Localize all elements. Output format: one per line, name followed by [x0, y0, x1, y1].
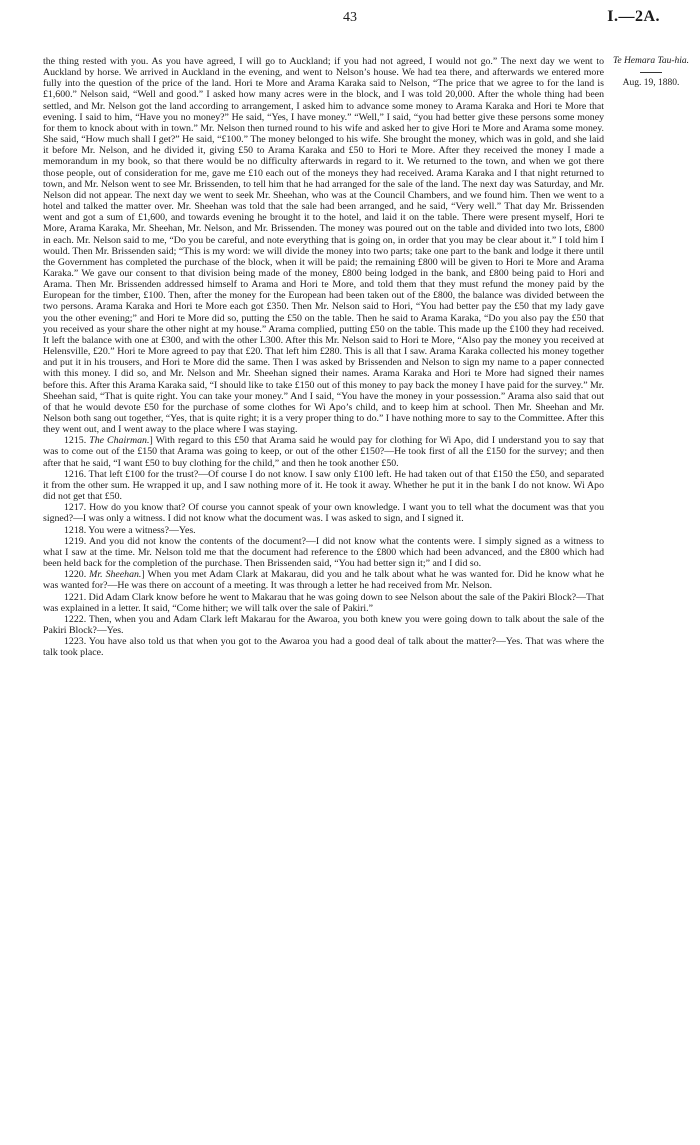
- question-paragraph: [43, 636, 604, 658]
- paragraph-text: And you did not know the contents of the document?—I did not know what the contents were. I simply signed as a witness to what I saw at the time. Mr. Nelson told me that the document had reference to the £800 which had been advanced, and the £800 which had been held back for the completion of the purchase. Then Brissenden said, “You had better sign it;” and I did so.: [43, 535, 604, 570]
- paragraph-text: ] When you met Adam Clark at Makarau, did you and he talk about what he was wanted for. Did he know what he was wanted for?—He was there on account of a meeting. It was through a letter he had received from Mr. Nelson.: [43, 569, 604, 592]
- paragraph-text: You have also told us that when you got to the Awaroa you had a good deal of talk about the matter?—Yes. That was where the talk took place.: [43, 636, 605, 659]
- question-number: 1223.: [64, 636, 89, 648]
- paragraph-text: That left £100 for the trust?—Of course I do not know. I saw only £100 left. He had taken out of that £150 the £50, and separated it from the other sum. He wrapped it up, and I saw nothing more of it. He took it away. Whether he put it in the bank I do not know. Wi Apo did not get that £50.: [43, 468, 604, 503]
- question-number: 1216.: [64, 468, 89, 480]
- question-paragraph: [43, 469, 604, 502]
- question-number: 1218.: [64, 524, 89, 536]
- question-number: 1220.: [64, 569, 90, 581]
- body-text: [43, 56, 604, 658]
- speaker-name: The Chairman.: [89, 435, 150, 447]
- paragraph-text: ] With regard to this £50 that Arama said he would pay for clothing for Wi Apo, did I understand you to say that was to come out of the £150 that Arama was going to keep, or out of the other £150?—He took first of all the £150 for the survey; and then after that he said, “I want £50 to buy clothing for the child,” and then he took another £50.: [43, 435, 605, 469]
- document-reference: I.—2A.: [607, 8, 660, 25]
- question-paragraph: [43, 502, 604, 524]
- margin-note: [607, 56, 695, 89]
- paragraph-text: Then, when you and Adam Clark left Makarau for the Awaroa, you both knew you were going down to talk about the sale of the Pakiri Block?—Yes.: [43, 613, 605, 636]
- paragraph-text: the thing rested with you. As you have agreed, I will go to Auckland; if you had not agreed, I would not go.” The next day we went to Auckland by horse. We arrived in Auckland in the evening, and went to Nelson’s house. We had tea there, and afterwards we entered more fully into the question of the price of the land. Hori te More and Arama Karaka said to Nelson, “The price that we agree to for the land is £1,600.” Nelson said, “Well and good.” I asked how many acres were in the block, and I was told 20,000. After the whole thing had been settled, and Mr. Nelson got the land according to arrangement, I asked him to advance some money to Arama Karaka and Hori te More that evening. I said to him, “Have you no money?” He said, “Yes, I have money.” “Well,” I said, “you had better give these persons some money for them to knock about with in town.” Mr. Nelson then turned round to his wife and asked her to give Hori te More and Arama some money. She said, “How much shall I get?” He said, “£100.” The money belonged to his wife. She brought the money, which was in gold, and she laid it before Mr. Nelson, and he divided it, giving £50 to Arama Karaka and £50 to Hori te More. After they received the money I made a memorandum in my book, so that there would be no difficulty afterwards in regard to it. We returned to the town, and when we got there those people, out of consideration for me, gave me £10 each out of the moneys they had received. Arama Karaka and I that night returned to town, and Mr. Nelson went to see Mr. Brissenden, to tell him that he had arranged for the sale of the land. The next day was Saturday, and Mr. Nelson did not appear. The next day we went to seek Mr. Sheehan, who was at the Council Chambers, and we found him. Then we went to a hotel and talked the matter over. Mr. Sheehan was told that the sale had been arranged, and he said, “Very well.” That day Mr. Brissenden went and got a sum of £1,600, and towards evening he brought it to the hotel, and laid it on the table. There were present myself, Hori te More, Arama Karaka, Mr. Sheehan, Mr. Nelson, and Mr. Brissenden. The money was poured out on the table and divided into two lots, £800 in each. Mr. Nelson said to me, “Do you be careful, and note everything that is going on, in order that you may be clear about it.” I told him I would. Then Mr. Brissenden said; “This is my word: we will divide the money into two parts; take one part to the bank and lodge it there until the Government has completed the purchase of the block, when it will be paid; the remaining £800 will be given to Hori te More and Arama Karaka.” We gave our consent to that division being made of the money, £800 being lodged in the bank, and £800 being paid to Hori and Arama. Then Mr. Brissenden addressed himself to Arama and Hori te More, and told them that they must refund the money paid by the European for the timber, £100. Then, after the money for the European had been taken out of the £800, the balance was divided between the two persons. Arama Karaka and Hori te More each got £350. Then Mr. Nelson said to Hori, “You had better pay the £50 that my lady gave you the other evening;” and Hori te More did so, putting the £50 on the table. Then he said to Arama Karaka, “Do you also pay the £50 that you received as your share the other night at my house.” Arama complied, putting £50 on the table. This made up the £100 they had received. It left the balance with one at £300, and with the other L300. After this Mr. Nelson said to Hori te More, “Also pay the money you received at Helensville, £20.” Hori te More agreed to pay that £20. That left him £280. This is all that I saw. Arama Karaka collected his money together and put it in his trousers, and Hori te More did the same. Then I was asked by Brissenden and Nelson to sign my name to a paper connected with this money. I did so, and Mr. Nelson and Mr. Sheehan signed their names. Arama Karaka and Hori te More had signed their names before this. After this Arama Karaka said, “I should like to take £150 out of this money to pay back the money I have paid for the survey.” Mr. Sheehan said, “That is quite right. You can take your money.” And I said, “You have the money in your possession.” Arama also said that out of that he would devote £50 for the purchase of some clothes for Wi Apo’s child, and to keep him at school. Then Mr. Sheehan and Mr. Nelson both sang out together, “Yes, that is quite right; it is a very proper thing to do.” I have nothing more to say to the Committee. After this they went out, and I went away to the place where I was staying.: [43, 56, 604, 436]
- witness-name: Te Hemara Tau-hia.: [612, 56, 690, 66]
- hearing-date: Aug. 19, 1880.: [622, 77, 680, 88]
- margin-rule: [640, 72, 662, 73]
- speaker-name: Mr. Sheehan.: [89, 569, 142, 581]
- question-paragraph: [43, 536, 604, 569]
- question-paragraph: [43, 592, 604, 614]
- question-number: 1219.: [64, 535, 89, 547]
- question-number: 1215.: [64, 435, 90, 447]
- paragraph-text: Did Adam Clark know before he went to Makarau that he was going down to see Nelson about the sale of the Pakiri Block?—That was explained in a letter. It said, “Come hither; we will talk over the sale of Pakiri.”: [43, 591, 605, 614]
- page-number: 43: [343, 10, 357, 25]
- paragraph-text: You were a witness?—Yes.: [88, 524, 196, 536]
- question-paragraph: [43, 435, 604, 468]
- paragraph-text: How do you know that? Of course you cannot speak of your own knowledge. I want you to tell what the document was that you signed?—I was only a witness. I did not know what the document was. I was asked to sign, and I signed it.: [43, 502, 605, 525]
- question-number: 1222.: [64, 613, 89, 625]
- question-paragraph: [43, 525, 604, 536]
- page-header: [40, 8, 660, 30]
- question-number: 1221.: [64, 591, 89, 603]
- testimony-paragraph: [43, 56, 604, 435]
- question-number: 1217.: [64, 502, 90, 514]
- question-paragraph: [43, 569, 604, 591]
- question-paragraph: [43, 614, 604, 636]
